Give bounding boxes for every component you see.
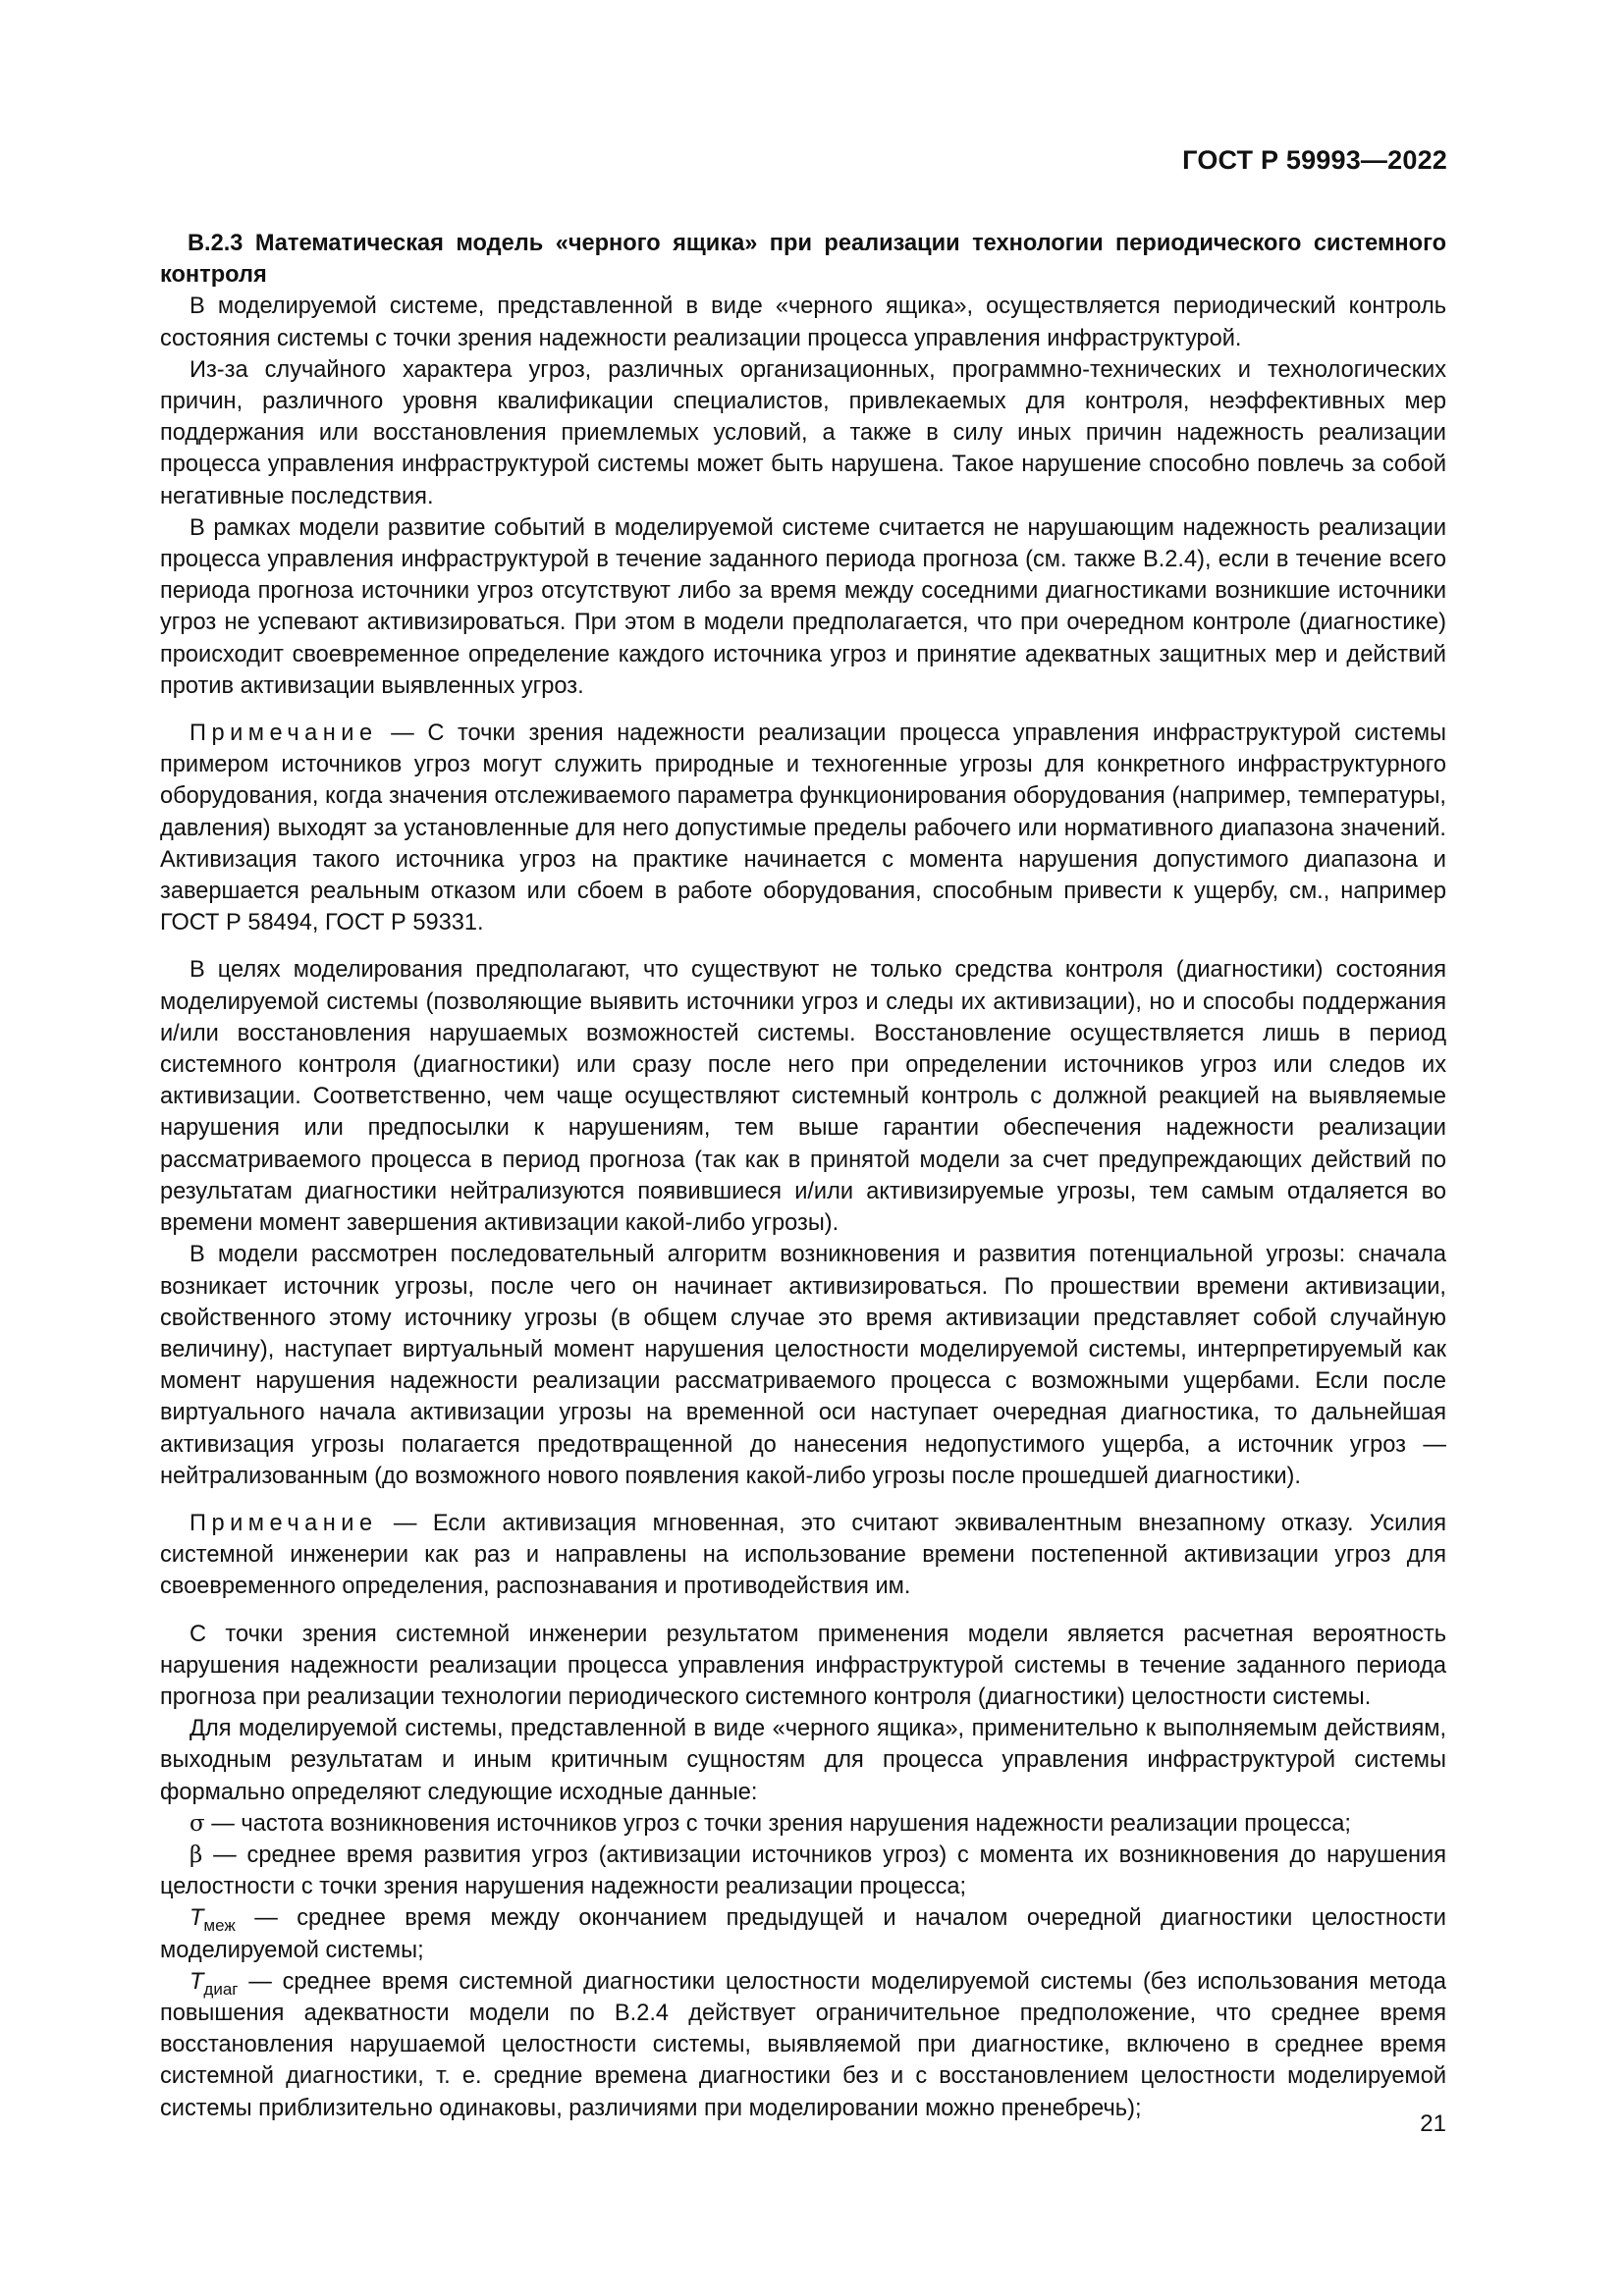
- section-heading: В.2.3 Математическая модель «черного ящика» при реализации технологии периодического системного контроля: [160, 231, 1446, 289]
- note-label: Примечание: [189, 721, 378, 747]
- definition-text: — среднее время системной диагностики целостности моделируемой системы (без использования метода повышения адекватности модели по В.2.4 действует ограничительное предположение, что среднее время восстановления нарушаемой целостности системы, выявляемой при диагностике, включено в среднее время системной диагностики, т. е. средние времена диагностики без и с восстановлением целостности моделируемой системы приблизительно одинаковы, различиями при моделировании можно пренебречь);: [160, 1968, 1446, 2121]
- paragraph: В рамках модели развитие событий в моделируемой системе считается не нарушающим надежность реализации процесса управления инфраструктурой в течение заданного периода прогноза (см. также В.2.4), если в течение всего периода прогноза источники угроз отсутствуют либо за время между соседними диагностиками возникшие источники угроз не успевают активизироваться. При этом в модели предполагается, что при очередном контроле (диагностике) происходит своевременное определение каждого источника угроз и принятие адекватных защитных мер и действий против активизации выявленных угроз.: [160, 514, 1446, 699]
- note: [160, 718, 1446, 938]
- definition-symbol: β: [189, 1842, 203, 1868]
- definition-text: — частота возникновения источников угроз с точки зрения нарушения надежности реализации процесса;: [204, 1810, 1351, 1837]
- paragraph: В модели рассмотрен последовательный алгоритм возникновения и развития потенциальной угрозы: сначала возникает источник угрозы, после чего он начинает активизироваться. По прошествии времени активизации, свойственного этому источнику угрозы (в общем случае это время активизации представляет собой случайную величину), наступает виртуальный момент нарушения целостности моделируемой системы, интерпретируемый как момент нарушения надежности реализации рассматриваемого процесса с возможными ущербами. Если после виртуального начала активизации угрозы на временной оси наступает очередная диагностика, то дальнейшая активизация угрозы полагается предотвращенной до нанесения недопустимого ущерба, а источник угроз — нейтрализованным (до возможного нового появления какой-либо угрозы после прошедшей диагностики).: [160, 1242, 1446, 1489]
- paragraph: В целях моделирования предполагают, что существуют не только средства контроля (диагностики) состояния моделируемой системы (позволяющие выявить источники угроз и следы их активизации), но и способы поддержания и/или восстановления нарушаемых возможностей системы. Восстановление осуществляется лишь в период системного контроля (диагностики) или сразу после него при определении источников угроз или следов их активизации. Соответственно, чем чаще осуществляют системный контроль с должной реакцией на выявляемые нарушения или предпосылки к нарушениям, тем выше гарантии обеспечения надежности реализации рассматриваемого процесса в период прогноза (так как в принятой модели за счет предупреждающих действий по результатам диагностики нейтрализуются появившиеся и/или активизируемые угрозы, тем самым отдаляется во времени момент завершения активизации какой-либо угрозы).: [160, 957, 1446, 1237]
- definition-symbol: σ: [189, 1810, 205, 1837]
- definition-symbol: T: [189, 1905, 204, 1932]
- definition-item: [160, 1966, 1446, 2124]
- definition-text: — среднее время развития угроз (активизации источников угроз) с момента их возникновения до нарушения целостности с точки зрения нарушения надежности реализации процесса;: [160, 1842, 1446, 1900]
- paragraph: В моделируемой системе, представленной в виде «черного ящика», осуществляется периодический контроль состояния системы с точки зрения надежности реализации процесса управления инфраструктурой.: [160, 294, 1446, 351]
- definition-symbol: T: [189, 1968, 204, 1995]
- document-body: [160, 228, 1446, 2124]
- note: [160, 1508, 1446, 1603]
- note-label: Примечание: [189, 1510, 378, 1536]
- document-header: ГОСТ Р 59993—2022: [1182, 145, 1447, 175]
- definition-text: — среднее время между окончанием предыдущей и началом очередной диагностики целостности моделируемой системы;: [160, 1905, 1446, 1963]
- paragraph: С точки зрения системной инженерии результатом применения модели является расчетная вероятность нарушения надежности реализации процесса управления инфраструктурой системы в течение заданного периода прогноза при реализации технологии периодического системного контроля (диагностики) целостности системы.: [160, 1621, 1446, 1710]
- page-number: 21: [1420, 2110, 1446, 2137]
- definition-subscript: диаг: [203, 1979, 239, 1999]
- note-text: — Если активизация мгновенная, это считают эквивалентным внезапному отказу. Усилия системной инженерии как раз и направлены на использование времени постепенной активизации угроз для своевременного определения, распознавания и противодействия им.: [160, 1510, 1446, 1600]
- definition-item: [160, 1808, 1446, 1840]
- paragraph: Для моделируемой системы, представленной в виде «черного ящика», применительно к выполняемым действиям, выходным результатам и иным критичным сущностям для процесса управления инфраструктурой системы формально определяют следующие исходные данные:: [160, 1716, 1446, 1805]
- paragraph: Из-за случайного характера угроз, различных организационных, программно-технических и технологических причин, различного уровня квалификации специалистов, привлекаемых для контроля, неэффективных мер поддержания или восстановления приемлемых условий, а также в силу иных причин надежность реализации процесса управления инфраструктурой системы может быть нарушена. Такое нарушение способно повлечь за собой негативные последствия.: [160, 356, 1446, 509]
- note-text: — С точки зрения надежности реализации процесса управления инфраструктурой системы примером источников угроз могут служить природные и техногенные угрозы для конкретного инфраструктурного оборудования, когда значения отслеживаемого параметра функционирования оборудования (например, температуры, давления) выходят за установленные для него допустимые пределы рабочего или нормативного диапазона значений. Активизация такого источника угроз на практике начинается с момента нарушения допустимого диапазона и завершается реальным отказом или сбоем в работе оборудования, способным привести к ущербу, см., например ГОСТ Р 58494, ГОСТ Р 59331.: [160, 721, 1446, 936]
- definition-subscript: меж: [203, 1916, 236, 1936]
- definition-item: [160, 1902, 1446, 1965]
- definition-item: [160, 1840, 1446, 1902]
